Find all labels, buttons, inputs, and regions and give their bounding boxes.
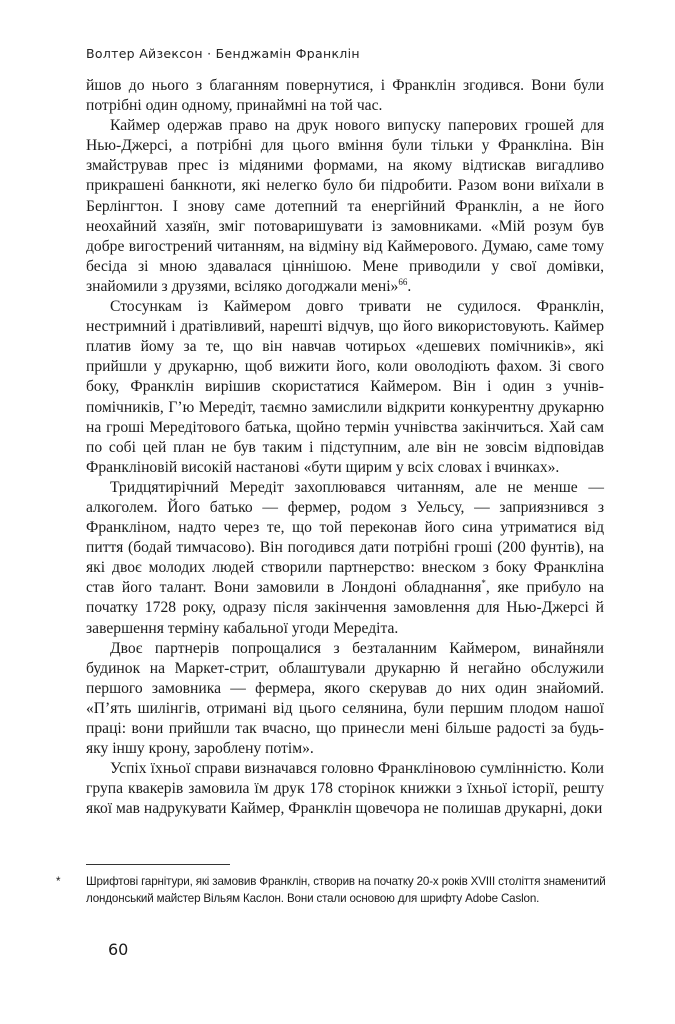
footnote-asterisk: *: [56, 875, 61, 888]
paragraph-6: Успіх їхньої справи визначався головно Франкліновою сумлінністю. Коли група квакерів замовила їм друк 178 сторінок книжки з їхньої історії, решту якої мав надрукувати Каймер, Франклін щовечора не полишав друкарні, доки: [86, 760, 604, 818]
footnote-text: Шрифтові гарнітури, які замовив Франклін, створив на початку 20-х років XVIII століття знаменитий лондонський майстер Вільям Каслон. Вони стали основою для шрифту Adobe Caslon.: [86, 875, 606, 905]
footnote: [56, 873, 606, 907]
footnote-mark[interactable]: *: [481, 578, 486, 589]
paragraph-4: [86, 478, 604, 639]
page-number: 60: [108, 940, 129, 959]
paragraph-3: Стосункам із Каймером довго тривати не судилося. Франклін, нестримний і дратівливий, нарешті відчув, що його використовують. Каймер платив йому за те, що він навчав чотирьох «дешевих помічників», які прийшли у друкарню, щоб вижити його, коли оволодіють фахом. Зі свого боку, Франклін вирішив скористатися Каймером. Він і один з учнів-помічників, Г’ю Мередіт, таємно замислили відкрити конкурентну друкарню на гроші Мередітового батька, щойно термін учнівства закінчиться. Хай сам по собі цей план не був таким і підступним, але він не зовсім відповідав Франкліновій високій настанові «бути щирим у всіх словах і вчинках».: [86, 298, 604, 476]
paragraph-2: [86, 116, 604, 297]
paragraph-4-text-b: , яке прибуло на початку 1728 року, одразу після закінчення замовлення для Нью-Джерсі й завершення терміну кабальної угоди Мередіта.: [86, 579, 604, 637]
footnote-divider: [86, 864, 230, 865]
paragraph-5: Двоє партнерів попрощалися з безталанним Каймером, винайняли будинок на Маркет-стрит, облаштували друкарню й негайно обслужили першого замовника — фермера, якого скерував до них один знайомий. «П’ять шилінгів, отримані від цього селянина, були першим плодом нашої праці: вони прийшли так вчасно, що принесли мені більше радості за будь-яку іншу крону, зароблену потім».: [86, 639, 604, 758]
paragraph-1: йшов до нього з благанням повернутися, і Франклін згодився. Вони були потрібні один одному, принаймні на той час.: [86, 77, 604, 115]
running-header: Волтер Айзексон · Бенджамін Франклін: [86, 46, 360, 61]
paragraph-4-text-a: Тридцятирічний Мередіт захоплювався читанням, але не менше — алкоголем. Його батько — фермер, родом з Уельсу, — заприязнився з Франкліном, надто через те, що той переконав його сина утриматися від пиття (бодай тимчасово). Він погодився дати потрібні гроші (200 фунтів), на які двоє молодих людей створили партнерство: внеском з боку Франкліна став його талант. Вони замовили в Лондоні обладнання: [86, 478, 604, 597]
main-text: [86, 76, 604, 819]
endnote-ref-66[interactable]: 66: [398, 276, 408, 287]
paragraph-2-text: Каймер одержав право на друк нового випуску паперових грошей для Нью-Джерсі, а потрібні для цього вміння були тільки у Франкліна. Він змайстрував прес із мідяними формами, на якому відтискав вигадливо прикрашені банкноти, які нелегко було би підробити. Разом вони виїхали в Берлінгтон. І знову саме дотепний та енергійний Франклін, а не його неохайний хазяїн, зміг потоваришувати із замовниками. «Мій розум був добре вигострений читанням, на відміну від Каймерового. Думаю, саме тому бесіда зі мною здавалася ціннішою. Мене приводили у свої домівки, знайомили з друзями, всіляко догоджали мені»: [86, 117, 604, 295]
paragraph-2-end: .: [407, 277, 412, 295]
